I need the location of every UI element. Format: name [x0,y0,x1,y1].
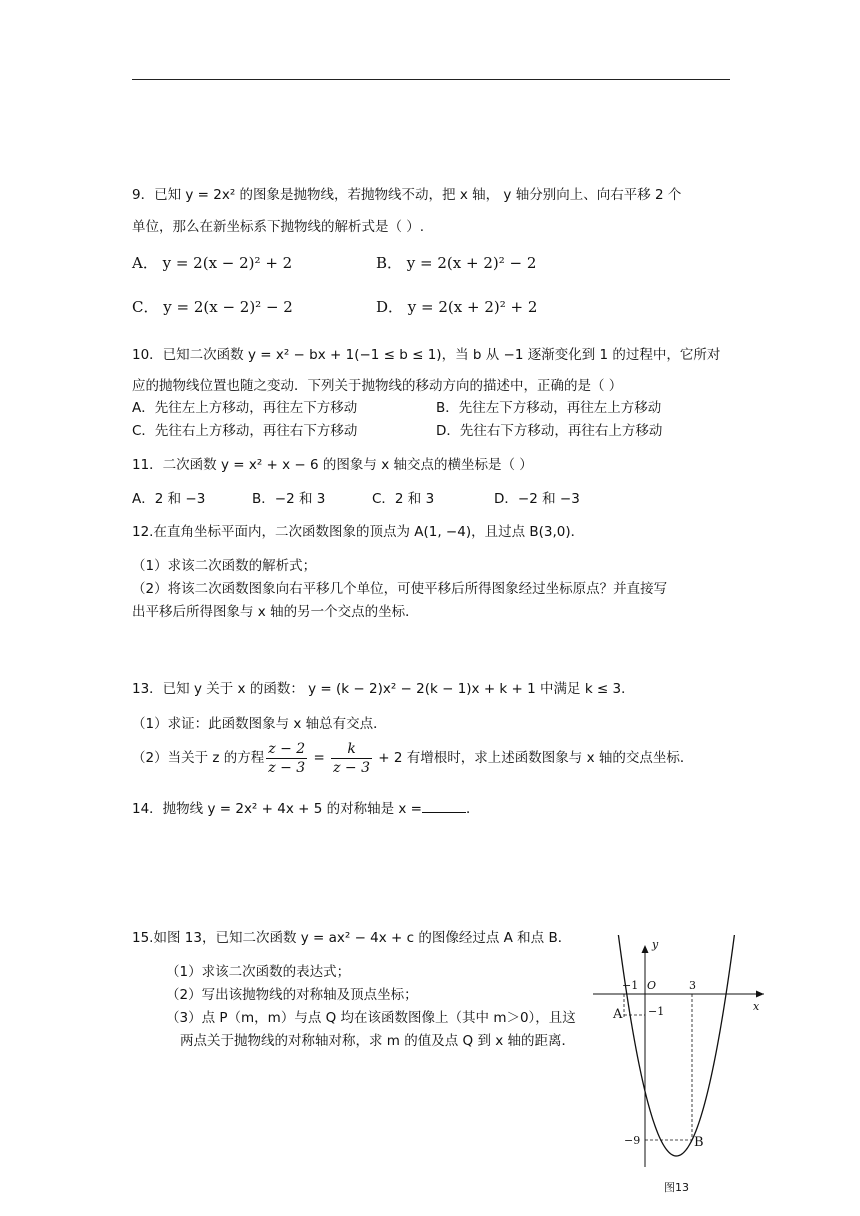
q9-option-c: C． y = 2(x − 2)² − 2 [132,298,293,316]
q13-fraction-left-numerator: z − 2 [268,740,306,757]
q15-part1: （1）求该二次函数的表达式； [166,964,351,980]
q10-stem-line2: 应的抛物线位置也随之变动．下列关于抛物线的移动方向的描述中，正确的是（ ） [132,378,623,394]
x-axis-arrow-icon [756,991,764,998]
header-rule [132,79,730,80]
q13-part2-suffix: + 2 有增根时，求上述函数图象与 x 轴的交点坐标． [374,750,694,766]
q11-option-b: B．−2 和 3 [252,491,326,507]
y-axis-arrow-icon [642,945,649,953]
q15-part3-line1: （3）点 P（m，m）与点 Q 均在该函数图像上（其中 m＞0），且这 [166,1010,576,1026]
tick-label-x-neg1: −1 [622,979,639,992]
q12-stem: 12.在直角坐标平面内，二次函数图象的顶点为 A(1, −4)，且过点 B(3,0)． [132,524,585,540]
q12-part2-line2: 出平移后所得图象与 x 轴的另一个交点的坐标． [132,604,419,620]
q11-stem: 11．二次函数 y = x² + x − 6 的图象与 x 轴交点的横坐标是（ ） [132,457,533,473]
point-b-label: B [694,1135,704,1150]
q14-answer-blank[interactable] [422,798,466,813]
q10-option-b: B．先往左下方移动，再往左上方移动 [436,400,662,416]
q13-fraction-right-denominator: z − 3 [333,759,371,776]
q13-fraction-left-denominator: z − 3 [268,759,306,776]
q13-part1: （1）求证：此函数图象与 x 轴总有交点． [132,716,387,732]
q13-stem: 13．已知 y 关于 x 的函数： y = (k − 2)x² − 2(k − 1)x + k + 1 中满足 k ≤ 3． [132,681,635,697]
q9-option-a: A． y = 2(x − 2)² + 2 [132,254,293,272]
q15-part2: （2）写出该抛物线的对称轴及顶点坐标； [166,987,418,1003]
q15-part3-line2: 两点关于抛物线的对称轴对称，求 m 的值及点 Q 到 x 轴的距离． [180,1033,576,1049]
q15-stem: 15.如图 13，已知二次函数 y = ax² − 4x + c 的图像经过点 A 和点 B． [132,930,572,946]
q12-part2-line1: （2）将该二次函数图象向右平移几个单位，可使平移后所得图象经过坐标原点？并直接写 [132,581,668,597]
q13-fraction-right [331,740,372,777]
q14-end: ． [465,801,480,817]
figure-13-parabola [588,935,778,1197]
q14-text: 14．抛物线 y = 2x² + 4x + 5 的对称轴是 x = [132,801,422,817]
q11-option-c: C．2 和 3 [372,491,435,507]
q11-option-a: A．2 和 −3 [132,491,206,507]
q13-part2-prefix: （2）当关于 z 的方程 [132,750,265,766]
q12-part1: （1）求该二次函数的解析式； [132,558,317,574]
q10-option-d: D．先往右下方移动，再往右上方移动 [436,423,663,439]
figure-caption: 图13 [664,1181,689,1194]
q13-fraction-right-numerator: k [331,740,372,759]
tick-label-y-neg1: −1 [648,1005,665,1018]
q9-stem-line2: 单位，那么在新坐标系下抛物线的解析式是（ ）. [132,219,425,235]
q9-stem-line1: 9．已知 y = 2x² 的图象是抛物线，若抛物线不动，把 x 轴， y 轴分别向上、向右平移 2 个 [132,187,682,203]
q10-option-c: C．先往右上方移动，再往右下方移动 [132,423,358,439]
q13-fraction-left [266,740,307,777]
x-axis-label: x [753,1000,760,1013]
q9-option-d: D． y = 2(x + 2)² + 2 [376,298,538,316]
q13-equals: = [309,750,330,766]
tick-label-x-3: 3 [689,979,696,992]
q11-option-d: D．−2 和 −3 [494,491,580,507]
q13-part2 [132,737,693,779]
origin-label: O [647,979,657,992]
q10-option-a: A．先往左上方移动，再往左下方移动 [132,400,358,416]
point-a-label: A [613,1007,623,1022]
q10-stem-line1: 10．已知二次函数 y = x² − bx + 1(−1 ≤ b ≤ 1)，当 b 从 −1 逐渐变化到 1 的过程中，它所对 [132,347,721,363]
q9-option-b: B． y = 2(x + 2)² − 2 [376,254,537,272]
q14-stem [132,798,479,819]
y-axis-label: y [652,938,659,951]
tick-label-y-neg9: −9 [624,1134,641,1147]
